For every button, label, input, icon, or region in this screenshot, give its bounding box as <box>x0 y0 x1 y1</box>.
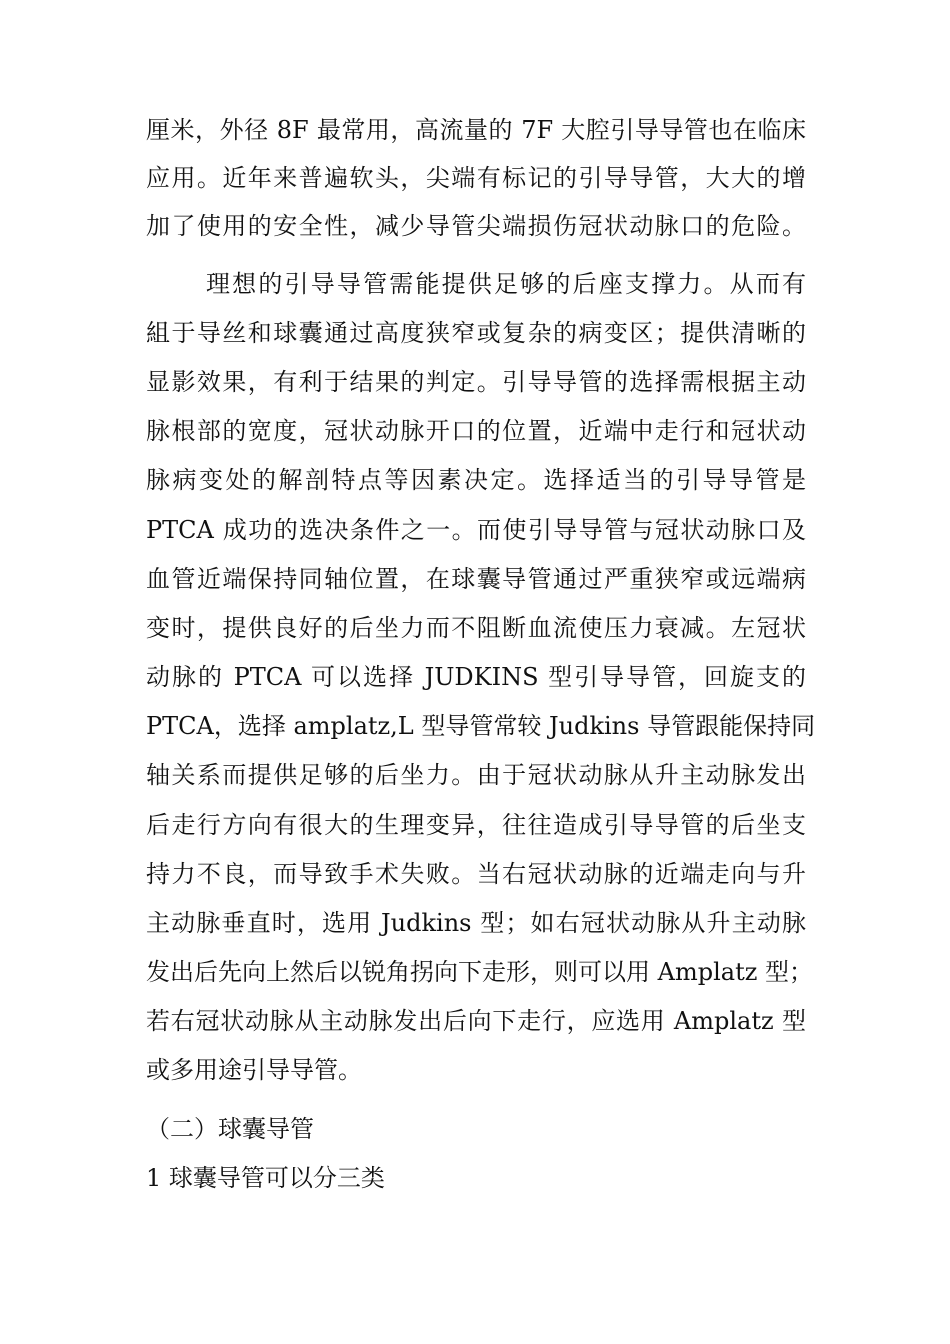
paragraph-line: 加了使用的安全性，减少导管尖端损伤冠状动脉口的危险。 <box>146 212 806 240</box>
paragraph-line: 厘米，外径 8F 最常用，高流量的 7F 大腔引导导管也在临床 <box>146 116 806 144</box>
paragraph-line: 持力不良，而导致手术失败。当右冠状动脉的近端走向与升 <box>146 860 806 888</box>
paragraph-line: 动脉的 PTCA 可以选择 JUDKINS 型引导导管，回旋支的 <box>146 663 806 691</box>
paragraph-line: 脉根部的宽度，冠状动脉开口的位置，近端中走行和冠状动 <box>146 417 806 445</box>
paragraph-line: 后走行方向有很大的生理变异，往往造成引导导管的后坐支 <box>146 811 806 839</box>
paragraph-line: PTCA，选择 amplatz,L 型导管常较 Judkins 导管跟能保持同 <box>146 712 816 740</box>
subheading: 1 球囊导管可以分三类 <box>146 1164 385 1192</box>
paragraph-line: PTCA 成功的选决条件之一。而使引导导管与冠状动脉口及 <box>146 516 806 544</box>
section-heading: （二）球囊导管 <box>146 1115 314 1143</box>
paragraph-line: 主动脉垂直时，选用 Judkins 型；如右冠状动脉从升主动脉 <box>146 909 806 937</box>
paragraph-line: 或多用途引导导管。 <box>146 1056 362 1084</box>
paragraph-line: 应用。近年来普遍软头，尖端有标记的引导导管，大大的增 <box>146 164 806 192</box>
paragraph-line: 理想的引导导管需能提供足够的后座支撑力。从而有 <box>206 270 806 298</box>
paragraph-line: 轴关系而提供足够的后坐力。由于冠状动脉从升主动脉发出 <box>146 761 806 789</box>
paragraph-line: 显影效果，有利于结果的判定。引导导管的选择需根据主动 <box>146 368 806 396</box>
paragraph-line: 若右冠状动脉从主动脉发出后向下走行，应选用 Amplatz 型 <box>146 1007 806 1035</box>
paragraph-line: 血管近端保持同轴位置，在球囊导管通过严重狭窄或远端病 <box>146 565 806 593</box>
paragraph-line: 发出后先向上然后以锐角拐向下走形，则可以用 Amplatz 型； <box>146 958 813 986</box>
paragraph-line: 变时，提供良好的后坐力而不阻断血流使压力衰减。左冠状 <box>146 614 806 642</box>
paragraph-line: 脉病变处的解剖特点等因素决定。选择适当的引导导管是 <box>146 466 806 494</box>
paragraph-line: 組于导丝和球囊通过高度狭窄或复杂的病变区；提供清晰的 <box>146 319 806 347</box>
